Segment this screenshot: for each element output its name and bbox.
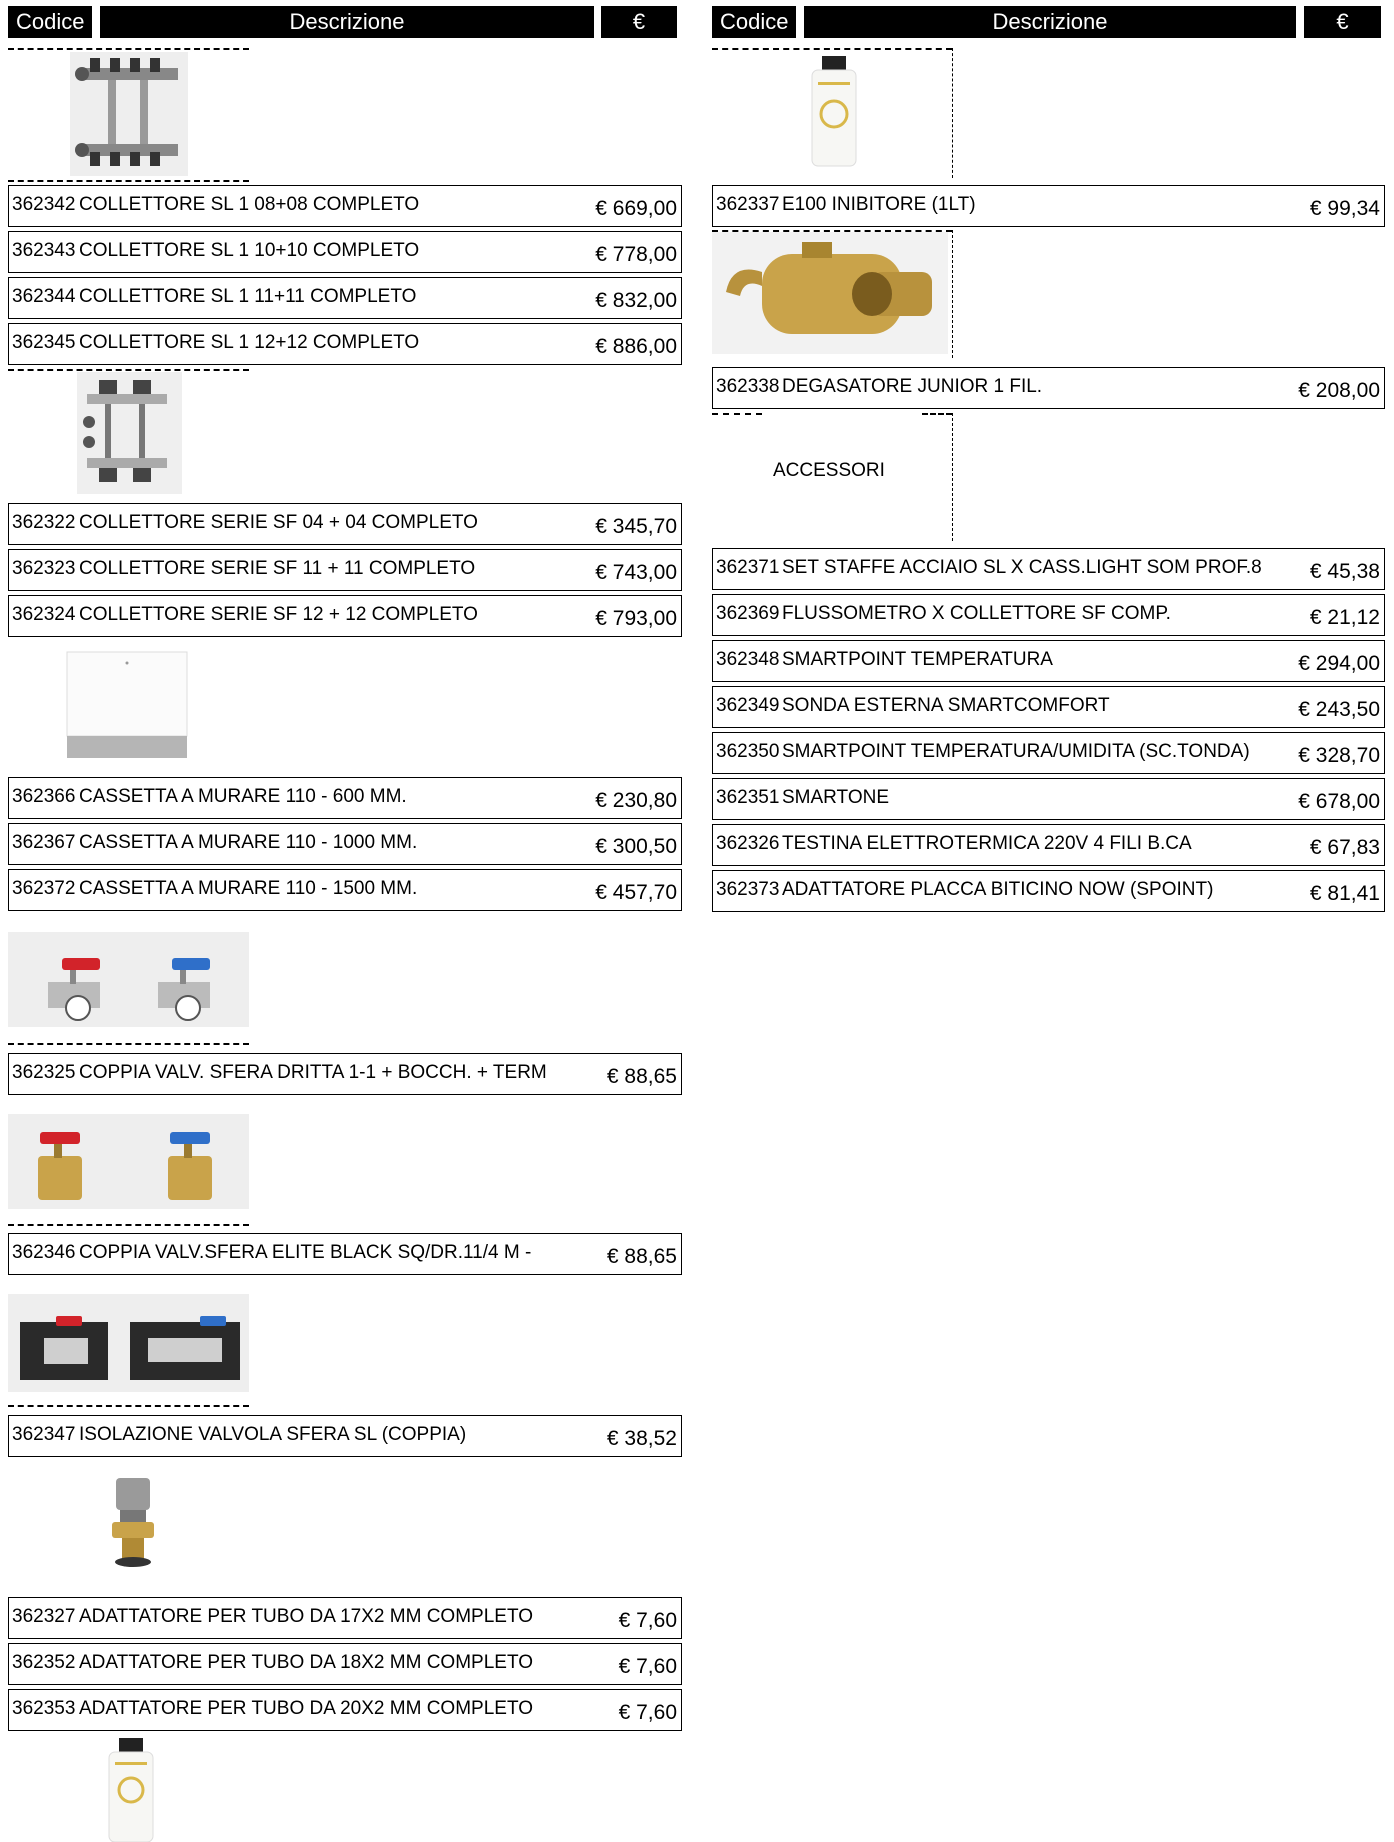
item-description: COPPIA VALV. SFERA DRITTA 1-1 + BOCCH. + TERM	[79, 1062, 547, 1083]
pipe-adapter-image	[108, 1476, 158, 1568]
item-code: 362366	[12, 786, 76, 807]
item-price: € 7,60	[618, 1655, 677, 1678]
item-description: COLLETTORE SL 1 08+08 COMPLETO	[79, 194, 420, 215]
item-code: 362345	[12, 332, 76, 353]
item-price: € 243,50	[1298, 698, 1380, 721]
table-row	[8, 1415, 682, 1457]
item-description: SMARTPOINT TEMPERATURA	[782, 649, 1053, 670]
item-description: TESTINA ELETTROTERMICA 220V 4 FILI B.CA	[782, 833, 1192, 854]
item-description: ADATTATORE PER TUBO DA 20X2 MM COMPLETO	[79, 1698, 533, 1719]
item-description: COLLETTORE SL 1 12+12 COMPLETO	[79, 332, 420, 353]
item-price: € 230,80	[595, 789, 677, 812]
item-price: € 7,60	[618, 1701, 677, 1724]
item-code: 362342	[12, 194, 76, 215]
table-row	[712, 548, 1385, 590]
item-code: 362351	[716, 787, 780, 808]
table-row	[8, 185, 682, 227]
divider	[8, 369, 249, 371]
item-code: 362347	[12, 1424, 76, 1445]
item-code: 362371	[716, 557, 780, 578]
item-price: € 45,38	[1309, 560, 1380, 583]
table-row	[8, 1233, 682, 1275]
left-header-euro: €	[601, 6, 677, 38]
manifold-sl-image	[70, 52, 188, 176]
item-description: COLLETTORE SERIE SF 12 + 12 COMPLETO	[79, 604, 478, 625]
item-price: € 793,00	[595, 607, 677, 630]
table-row	[712, 594, 1385, 636]
item-price: € 67,83	[1309, 836, 1380, 859]
table-row	[8, 549, 682, 591]
table-row	[8, 777, 682, 819]
item-code: 362367	[12, 832, 76, 853]
table-row	[8, 231, 682, 273]
table-row	[8, 1643, 682, 1685]
item-price: € 294,00	[1298, 652, 1380, 675]
table-row	[712, 640, 1385, 682]
item-description: ADATTATORE PLACCA BITICINO NOW (SPOINT)	[782, 879, 1214, 900]
item-code: 362352	[12, 1652, 76, 1673]
valve-insulation-image	[8, 1294, 249, 1392]
item-description: SMARTONE	[782, 787, 889, 808]
item-description: CASSETTA A MURARE 110 - 600 MM.	[79, 786, 407, 807]
item-description: CASSETTA A MURARE 110 - 1000 MM.	[79, 832, 418, 853]
item-code: 362344	[12, 286, 76, 307]
item-code: 362325	[12, 1062, 76, 1083]
item-code: 362353	[12, 1698, 76, 1719]
item-code: 362338	[716, 376, 780, 397]
divider	[8, 180, 249, 182]
divider	[712, 48, 952, 50]
divider	[712, 413, 762, 415]
item-price: € 328,70	[1298, 744, 1380, 767]
wall-cabinet-image	[66, 651, 188, 759]
item-price: € 208,00	[1298, 379, 1380, 402]
table-row	[712, 778, 1385, 820]
item-price: € 832,00	[595, 289, 677, 312]
table-row	[8, 823, 682, 865]
item-code: 362323	[12, 558, 76, 579]
divider	[952, 230, 953, 358]
item-code: 362343	[12, 240, 76, 261]
item-description: CASSETTA A MURARE 110 - 1500 MM.	[79, 878, 418, 899]
table-row	[712, 824, 1385, 866]
ball-valve-pair-elite-image	[8, 1114, 249, 1209]
item-price: € 743,00	[595, 561, 677, 584]
inhibitor-bottle-image	[808, 56, 860, 168]
left-header-code: Codice	[8, 6, 92, 38]
item-price: € 99,34	[1309, 197, 1380, 220]
table-row	[8, 1597, 682, 1639]
item-description: FLUSSOMETRO X COLLETTORE SF COMP.	[782, 603, 1171, 624]
table-row	[712, 870, 1385, 912]
divider	[8, 1224, 249, 1226]
right-header-description: Descrizione	[804, 6, 1296, 38]
item-description: ADATTATORE PER TUBO DA 18X2 MM COMPLETO	[79, 1652, 533, 1673]
item-price: € 678,00	[1298, 790, 1380, 813]
item-code: 362322	[12, 512, 76, 533]
divider	[952, 413, 953, 541]
divider	[8, 1405, 249, 1407]
item-code: 362348	[716, 649, 780, 670]
divider	[8, 48, 249, 50]
item-price: € 21,12	[1309, 606, 1380, 629]
item-description: COLLETTORE SL 1 10+10 COMPLETO	[79, 240, 420, 261]
item-code: 362346	[12, 1242, 76, 1263]
table-row	[8, 503, 682, 545]
item-description: SONDA ESTERNA SMARTCOMFORT	[782, 695, 1110, 716]
item-price: € 7,60	[618, 1609, 677, 1632]
item-code: 362324	[12, 604, 76, 625]
item-price: € 778,00	[595, 243, 677, 266]
table-row	[8, 277, 682, 319]
item-code: 362373	[716, 879, 780, 900]
degasser-image	[712, 232, 948, 354]
item-code: 362337	[716, 194, 780, 215]
divider	[952, 48, 953, 178]
item-description: ISOLAZIONE VALVOLA SFERA SL (COPPIA)	[79, 1424, 467, 1445]
item-price: € 38,52	[606, 1427, 677, 1450]
item-code: 362327	[12, 1606, 76, 1627]
item-description: COLLETTORE SL 1 11+11 COMPLETO	[79, 286, 417, 307]
item-price: € 81,41	[1309, 882, 1380, 905]
item-description: ADATTATORE PER TUBO DA 17X2 MM COMPLETO	[79, 1606, 533, 1627]
item-description: DEGASATORE JUNIOR 1 FIL.	[782, 376, 1043, 397]
divider	[922, 413, 952, 415]
item-price: € 886,00	[595, 335, 677, 358]
right-header-euro: €	[1304, 6, 1381, 38]
item-code: 362369	[716, 603, 780, 624]
table-row	[8, 323, 682, 365]
item-code: 362326	[716, 833, 780, 854]
item-description: COLLETTORE SERIE SF 04 + 04 COMPLETO	[79, 512, 478, 533]
table-row	[8, 1053, 682, 1095]
item-description: E100 INIBITORE (1LT)	[782, 194, 976, 215]
item-code: 362372	[12, 878, 76, 899]
item-price: € 88,65	[606, 1065, 677, 1088]
ball-valve-pair-thermometer-image	[8, 932, 249, 1027]
item-price: € 300,50	[595, 835, 677, 858]
item-code: 362350	[716, 741, 780, 762]
section-label-accessori: ACCESSORI	[773, 460, 885, 481]
item-description: COPPIA VALV.SFERA ELITE BLACK SQ/DR.11/4 M -	[79, 1242, 532, 1263]
item-price: € 345,70	[595, 515, 677, 538]
table-row	[8, 1689, 682, 1731]
table-row	[712, 686, 1385, 728]
table-row	[8, 595, 682, 637]
item-price: € 88,65	[606, 1245, 677, 1268]
item-price: € 669,00	[595, 197, 677, 220]
item-description: SET STAFFE ACCIAIO SL X CASS.LIGHT SOM PROF.8	[782, 557, 1262, 578]
item-description: COLLETTORE SERIE SF 11 + 11 COMPLETO	[79, 558, 476, 579]
manifold-sf-image	[77, 372, 182, 494]
right-header-code: Codice	[712, 6, 796, 38]
divider	[8, 1043, 249, 1045]
item-price: € 457,70	[595, 881, 677, 904]
table-row	[712, 732, 1385, 774]
item-description: SMARTPOINT TEMPERATURA/UMIDITA (SC.TONDA)	[782, 741, 1250, 762]
table-row	[712, 367, 1385, 409]
table-row	[712, 185, 1385, 227]
left-header-description: Descrizione	[100, 6, 594, 38]
table-row	[8, 869, 682, 911]
item-code: 362349	[716, 695, 780, 716]
inhibitor-bottle-image	[105, 1738, 157, 1842]
